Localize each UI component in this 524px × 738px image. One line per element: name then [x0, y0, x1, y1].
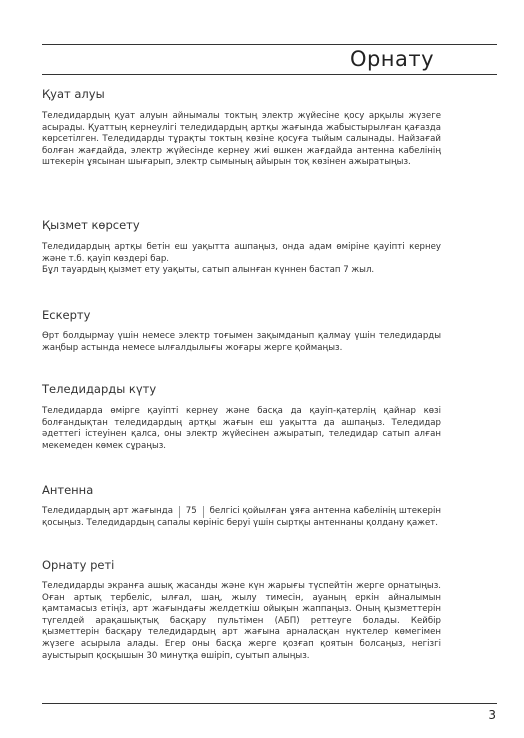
title-rule — [42, 74, 497, 75]
page-number: 3 — [488, 708, 496, 722]
service-paragraph-1: Теледидардың артқы бетін еш уақытта ашпаңыз, онда адам өміріне қауіпті кернеу және т.б. қауіп көздері бар. — [42, 242, 441, 264]
section-body-antenna — [42, 506, 441, 529]
section-heading-service: Қызмет көрсету — [42, 218, 140, 232]
bottom-rule — [42, 703, 497, 704]
section-heading-placement: Орнату реті — [42, 558, 115, 572]
section-heading-antenna: Антенна — [42, 483, 94, 497]
care-paragraph: Теледидарда өмірге қауіпті кернеу және басқа да қауіп-қатерлің қайнар көзі болғандықтан теледидардың артқы жағын еш уақытта да ашпаңыз. Теледидар әдеттегі істеуінен қалса, оны электр жүйесінен ажыратып, теледидар сатып алған мекемеден көмек сұраңыз. — [42, 406, 441, 451]
section-body-power — [42, 111, 441, 169]
antenna-paragraph — [42, 506, 441, 529]
warning-paragraph: Өрт болдырмау үшін немесе электр тоғымен зақымданып қалмау үшін теледидарды жаңбыр астында немесе ылғалдылығы жоғары жерге қоймаңыз. — [42, 331, 441, 353]
section-body-care — [42, 406, 441, 452]
service-paragraph-2: Бұл тауардың қызмет ету уақыты, сатып алынған күннен бастап 7 жыл. — [42, 265, 375, 276]
section-body-service — [42, 242, 441, 277]
antenna-text-before: Теледидардың арт жағында — [42, 506, 173, 516]
section-heading-care: Теледидарды күту — [42, 382, 157, 396]
antenna-socket-icon — [179, 506, 204, 518]
section-body-placement — [42, 581, 441, 662]
placement-paragraph: Теледидарды экранға ашық жасанды және күн жарығы түспейтін жерге орнатыңыз. Оған артық тербеліс, ылғал, шаң, жылу тимесін, ауаның еркін айналымын қамтамасыз етіңіз, арт жағындағы желдеткіш ойықын жаппаңыз. Оның қызметтерін түгелдей арақашықтық басқару пультімен (АБП) реттеуге болады. Кейбір қызметтерін басқару теледидардың арт жағына арналасқан нүктелер көмегімен жүзеге асырыла алады. Егер оны басқа жерге қозғап қоятын болсаңыз, негізгі ауыстырып қосқышын 30 минутқа өшіріп, суытып алыңыз. — [42, 581, 441, 661]
section-heading-warning: Ескерту — [42, 308, 91, 322]
antenna-text-after: белгісі қойылған ұяға антенна кабелінің штекерін қосыңыз. Теледидардың сапалы көрініс беруі үшін сыртқы антеннаны қолдану қажет. — [42, 506, 441, 528]
power-paragraph: Теледидардың қуат алуын айнымалы токтың электр жүйесіне қосу арқылы жүзеге асырады. Қуаттың кернеулігі теледидардың артқы жағында жабыстырылған қағазда көрсетілген. Теледидарды тұрақты токтың көзіне қосуға тыйым салынады. Найзағай болған жағдайда, электр жүйесінде кернеу жиі өшкен жағдайда антенна кабелінің штекерін ұясынан шығарып, электр сымының айырын тоқ көзінен ажыратыңыз. — [42, 111, 441, 168]
section-body-warning — [42, 331, 441, 354]
antenna-socket-label: 75 — [185, 506, 197, 516]
section-heading-power: Қуат алуы — [42, 87, 105, 101]
page-title: Орнату — [349, 47, 435, 71]
